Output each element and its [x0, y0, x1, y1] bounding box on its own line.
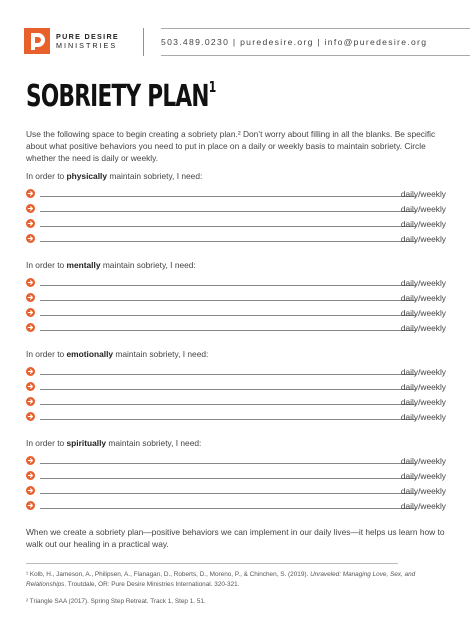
arrow-circle-icon — [26, 189, 35, 198]
footnote-1-post: . Troutdale, OR: Pure Desire Ministries International. 320-321. — [64, 580, 240, 588]
daily-weekly-choice[interactable]: daily/weekly — [400, 397, 446, 407]
closing-paragraph: When we create a sobriety plan—positive behaviors we can implement in our daily lives—it helps us learn how to walk out our healing in a practical way. — [26, 527, 445, 549]
arrow-circle-icon — [26, 219, 35, 228]
section-spiritually — [26, 437, 450, 511]
page-title-text: SOBRIETY PLAN — [26, 79, 209, 114]
section-label — [26, 259, 450, 271]
fill-in-row[interactable] — [26, 366, 450, 378]
fill-in-row[interactable] — [26, 485, 450, 497]
fill-in-row[interactable] — [26, 500, 450, 512]
fill-in-row[interactable] — [26, 203, 450, 215]
daily-weekly-choice[interactable]: daily/weekly — [400, 204, 446, 214]
section-keyword: emotionally — [66, 349, 114, 359]
arrow-circle-icon — [26, 367, 35, 376]
daily-weekly-choice[interactable]: daily/weekly — [400, 412, 446, 422]
daily-weekly-choice[interactable]: daily/weekly — [400, 456, 446, 466]
section-label — [26, 348, 450, 360]
arrow-circle-icon — [26, 234, 35, 243]
arrow-circle-icon — [26, 323, 35, 332]
blank-line[interactable] — [40, 315, 416, 316]
intro-paragraph: Use the following space to begin creating a sobriety plan.² Don’t worry about filling in all the blanks. Be specific about what positive behaviors you need to put in place on a daily or weekly basis to maintain sobriety. Circle whether the need is daily or weekly. — [26, 129, 436, 163]
header-top-rule — [161, 28, 470, 29]
fill-in-row[interactable] — [26, 455, 450, 467]
blank-line[interactable] — [40, 419, 416, 420]
blank-line[interactable] — [40, 478, 416, 479]
pure-desire-logo-icon — [24, 28, 50, 54]
fill-in-row[interactable] — [26, 188, 450, 200]
section-keyword: spiritually — [66, 438, 107, 448]
arrow-circle-icon — [26, 471, 35, 480]
header-bottom-rule — [161, 55, 470, 56]
daily-weekly-choice[interactable]: daily/weekly — [400, 367, 446, 377]
daily-weekly-choice[interactable]: daily/weekly — [400, 189, 446, 199]
section-keyword: physically — [66, 171, 108, 181]
footnote-1-pre: ¹ Kolb, H., Jameson, A., Philipsen, A., Flanagan, D., Roberts, D., Moreno, P., & Chinchen, S. (2019). — [26, 571, 311, 578]
brand-line-1: PURE DESIRE — [56, 32, 120, 41]
blank-line[interactable] — [40, 196, 416, 197]
footnote-1 — [26, 570, 446, 589]
daily-weekly-choice[interactable]: daily/weekly — [400, 382, 446, 392]
section-label-post: maintain sobriety, I need: — [113, 349, 209, 359]
blank-line[interactable] — [40, 226, 416, 227]
arrow-circle-icon — [26, 308, 35, 317]
fill-in-row[interactable] — [26, 307, 450, 319]
section-label-post: maintain sobriety, I need: — [106, 438, 202, 448]
arrow-circle-icon — [26, 456, 35, 465]
fill-in-row[interactable] — [26, 218, 450, 230]
daily-weekly-choice[interactable]: daily/weekly — [400, 234, 446, 244]
arrow-circle-icon — [26, 204, 35, 213]
fill-in-row[interactable] — [26, 292, 450, 304]
footnote-divider — [26, 563, 398, 564]
arrow-circle-icon — [26, 501, 35, 510]
section-label-pre: In order to — [26, 260, 67, 270]
fill-in-row[interactable] — [26, 411, 450, 423]
arrow-circle-icon — [26, 397, 35, 406]
page-header — [24, 28, 450, 56]
blank-line[interactable] — [40, 211, 416, 212]
arrow-circle-icon — [26, 278, 35, 287]
arrow-circle-icon — [26, 382, 35, 391]
blank-line[interactable] — [40, 463, 416, 464]
footnote-1-title: Unraveled: Managing Love, Sex, and Relationships — [26, 571, 416, 588]
arrow-circle-icon — [26, 293, 35, 302]
section-label-pre: In order to — [26, 349, 67, 359]
daily-weekly-choice[interactable]: daily/weekly — [400, 471, 446, 481]
daily-weekly-choice[interactable]: daily/weekly — [400, 278, 446, 288]
section-physically — [26, 170, 450, 244]
blank-line[interactable] — [40, 241, 416, 242]
header-divider — [143, 28, 144, 56]
section-label — [26, 170, 450, 182]
fill-in-row[interactable] — [26, 396, 450, 408]
page-title — [26, 78, 216, 114]
section-label-post: maintain sobriety, I need: — [100, 260, 196, 270]
fill-in-row[interactable] — [26, 233, 450, 245]
daily-weekly-choice[interactable]: daily/weekly — [400, 308, 446, 318]
section-keyword: mentally — [66, 260, 101, 270]
brand-name — [56, 32, 119, 50]
blank-line[interactable] — [40, 285, 416, 286]
fill-in-row[interactable] — [26, 470, 450, 482]
blank-line[interactable] — [40, 508, 416, 509]
fill-in-row[interactable] — [26, 277, 450, 289]
blank-line[interactable] — [40, 493, 416, 494]
arrow-circle-icon — [26, 412, 35, 421]
section-mentally — [26, 259, 450, 333]
section-label-post: maintain sobriety, I need: — [107, 171, 203, 181]
section-label — [26, 437, 450, 449]
daily-weekly-choice[interactable]: daily/weekly — [400, 486, 446, 496]
title-footnote-ref: 1 — [208, 78, 216, 96]
daily-weekly-choice[interactable]: daily/weekly — [400, 293, 446, 303]
blank-line[interactable] — [40, 374, 416, 375]
daily-weekly-choice[interactable]: daily/weekly — [400, 501, 446, 511]
blank-line[interactable] — [40, 389, 416, 390]
fill-in-row[interactable] — [26, 381, 450, 393]
blank-line[interactable] — [40, 300, 416, 301]
arrow-circle-icon — [26, 486, 35, 495]
contact-info: 503.489.0230 | puredesire.org | info@puredesire.org — [161, 37, 428, 47]
brand-line-2: MINISTRIES — [56, 41, 118, 50]
blank-line[interactable] — [40, 404, 416, 405]
blank-line[interactable] — [40, 330, 416, 331]
daily-weekly-choice[interactable]: daily/weekly — [400, 219, 446, 229]
section-label-pre: In order to — [26, 438, 67, 448]
footnote-2: ² Triangle SAA (2017). Spring Step Retreat. Track 1, Step 1. 51. — [26, 598, 206, 605]
fill-in-row[interactable] — [26, 322, 450, 334]
section-emotionally — [26, 348, 450, 422]
daily-weekly-choice[interactable]: daily/weekly — [400, 323, 446, 333]
section-label-pre: In order to — [26, 171, 67, 181]
